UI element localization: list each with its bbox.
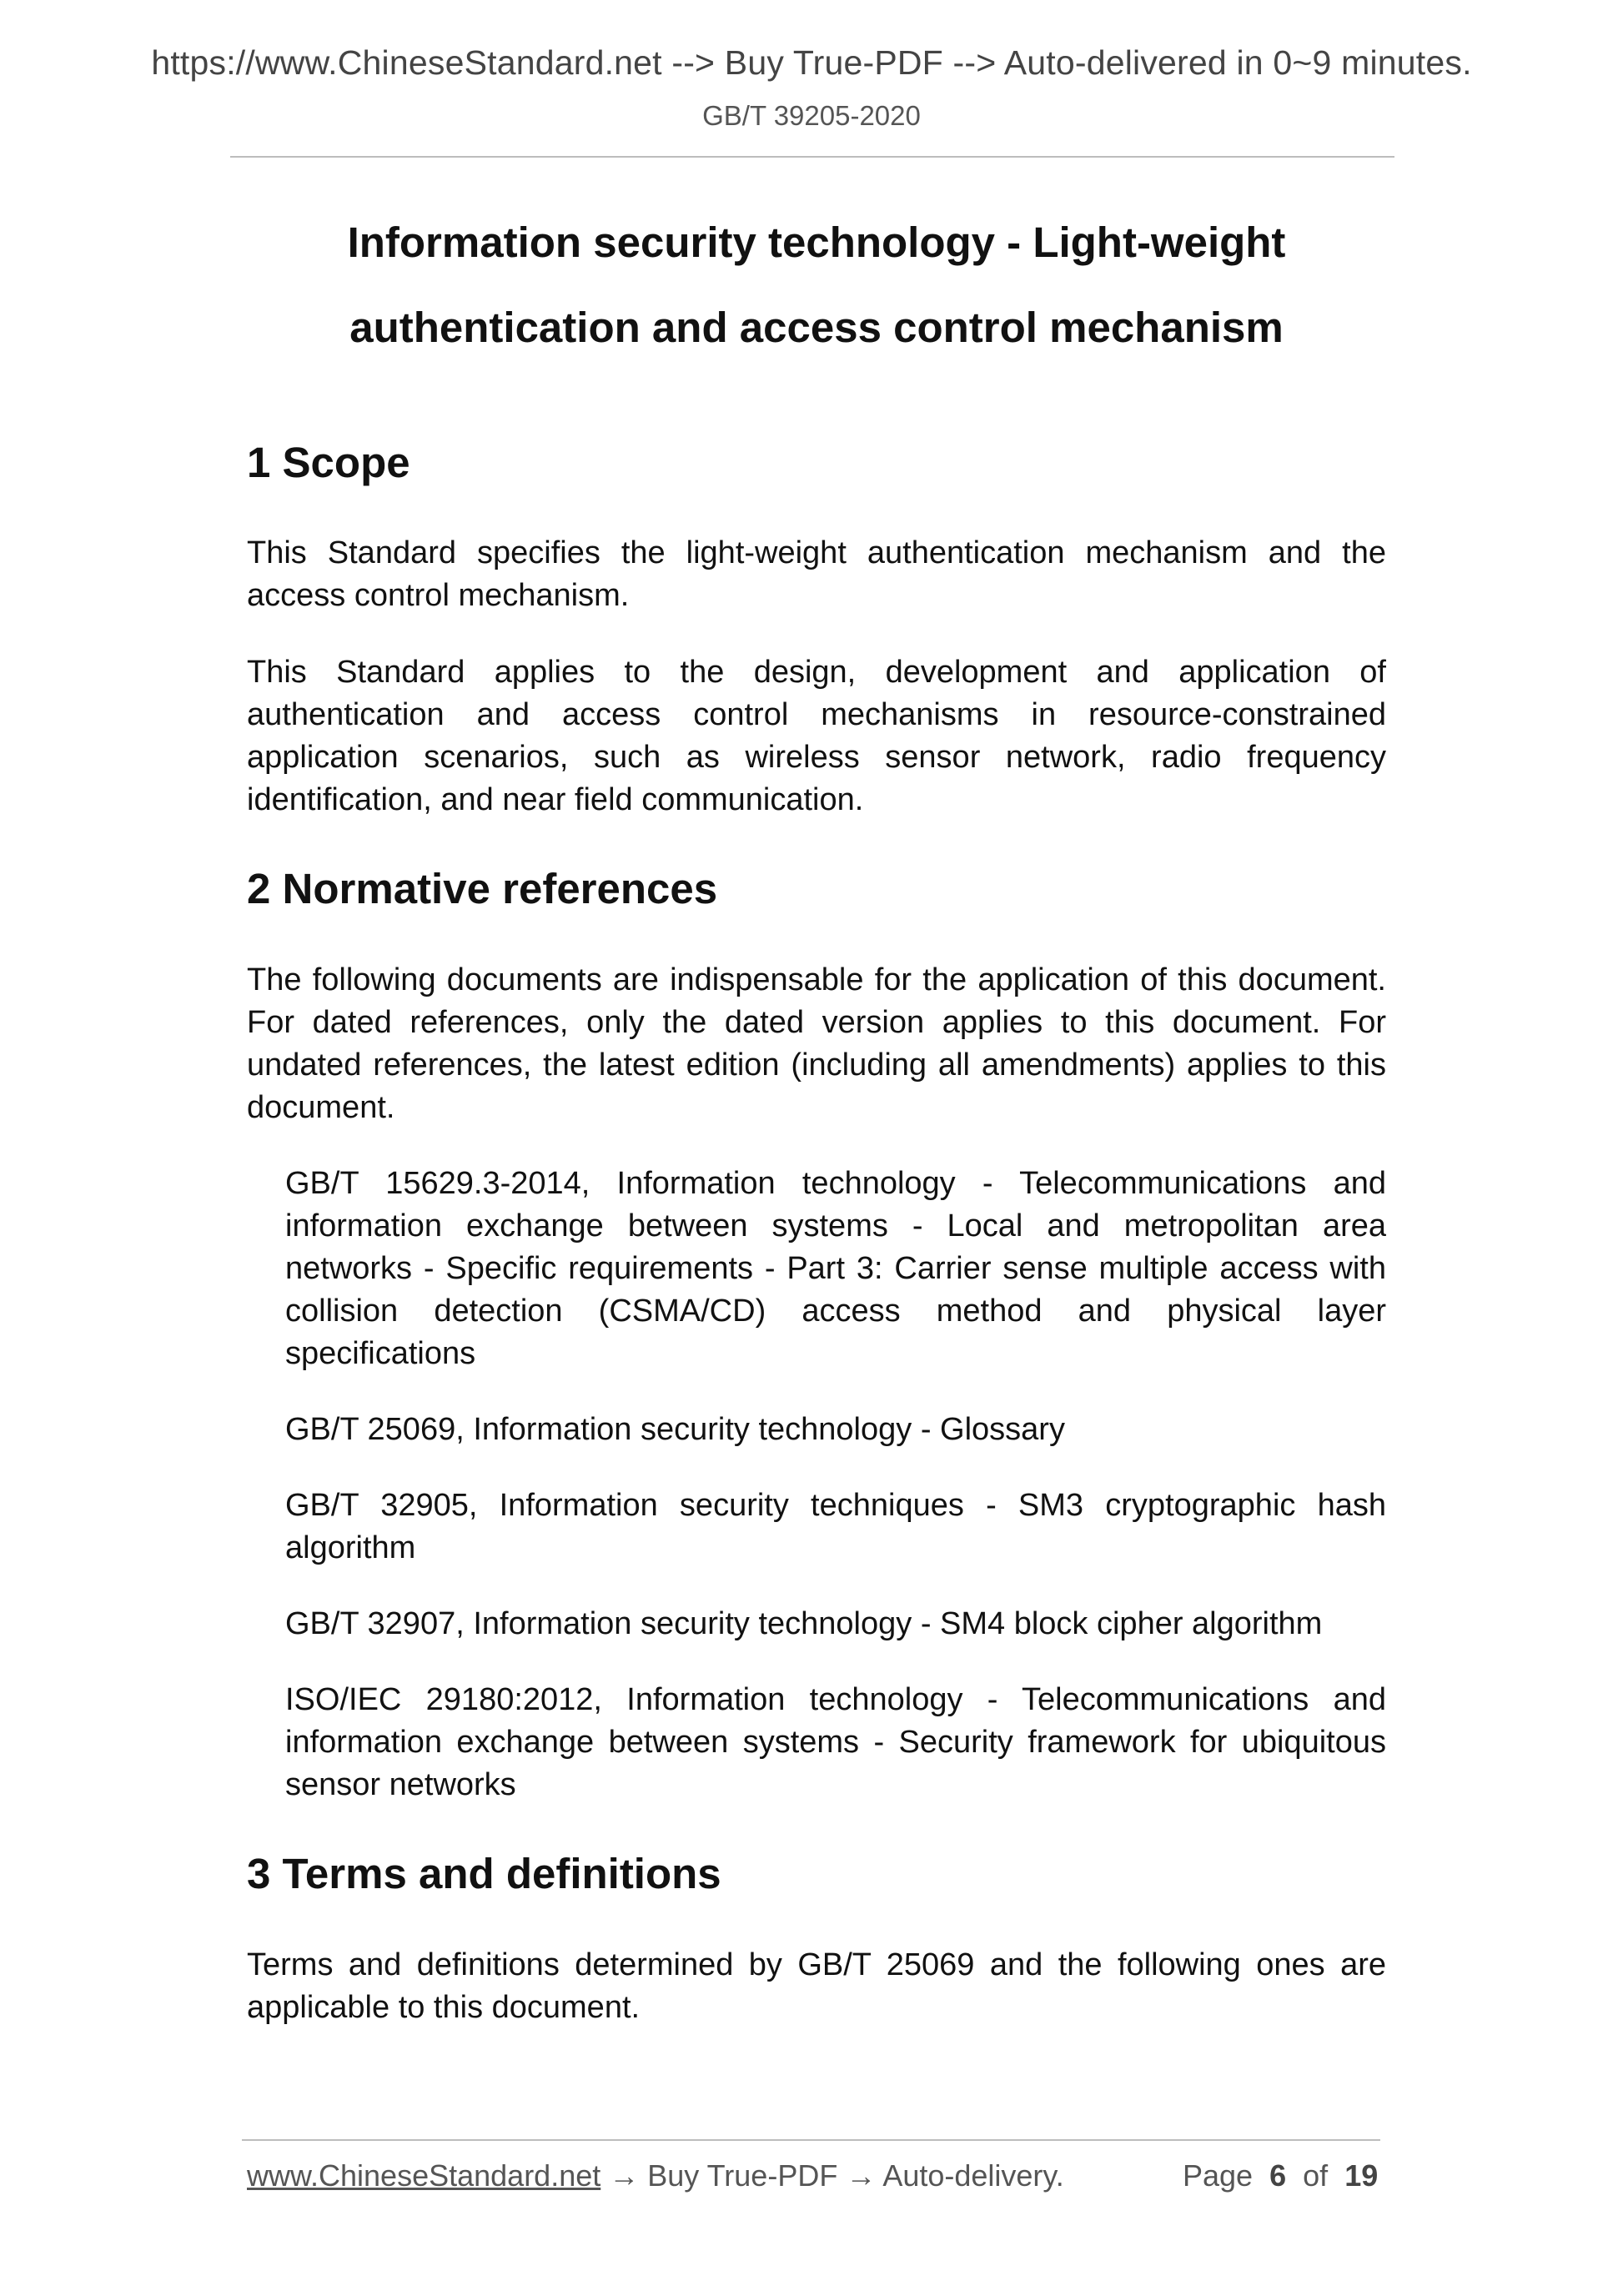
document-title-line-1: Information security technology - Light-weight [347,219,1286,266]
header-banner: https://www.ChineseStandard.net --> Buy True-PDF --> Auto-delivered in 0~9 minutes. [151,43,1472,82]
reference-item: GB/T 25069, Information security technology - Glossary [285,1412,1065,1447]
reference-item: ISO/IEC 29180:2012, Information technology - Telecommunications and information exchange between systems - Security framework for ubiquitous sensor networks [285,1682,1386,1802]
section-heading-scope: 1 Scope [247,439,410,486]
header-divider [230,156,1394,158]
reference-item: GB/T 15629.3-2014, Information technology - Telecommunications and information exchange between systems - Local and metropolitan area networks - Specific requirements - Part 3: Carrier sense multiple access with collision detection (CSMA/CD) access method and physical layer specifications [285,1166,1386,1371]
page-content [247,200,1386,2029]
page-label: Page [1183,2158,1254,2193]
page-total: 19 [1344,2158,1379,2193]
section-heading-normative-references: 2 Normative references [247,865,718,912]
normative-intro-paragraph: The following documents are indispensable for the application of this document. For dated references, only the dated version applies to this document. For undated references, the latest edition (including all amendments) applies to this document. [247,962,1386,1125]
footer-site-link[interactable]: www.ChineseStandard.net [247,2158,601,2193]
page-number [1183,2158,1378,2193]
page-current: 6 [1269,2158,1287,2193]
scope-paragraph-1: This Standard specifies the light-weight authentication mechanism and the access control mechanism. [247,535,1386,613]
terms-paragraph-1: Terms and definitions determined by GB/T 25069 and the following ones are applicable to this document. [247,1947,1386,2025]
document-title-line-2: authentication and access control mechanism [349,304,1284,351]
header-doc-code: GB/T 39205-2020 [702,100,921,131]
scope-paragraph-2: This Standard applies to the design, development and application of authentication and access control mechanisms in resource-constrained application scenarios, such as wireless sensor network, radio frequency identification, and near field communication. [247,655,1386,817]
section-heading-terms-and-definitions: 3 Terms and definitions [247,1850,721,1897]
reference-item: GB/T 32905, Information security techniques - SM3 cryptographic hash algorithm [285,1488,1386,1565]
page-of-label: of [1303,2158,1329,2193]
footer-promo-text: → Buy True-PDF → Auto-delivery. [600,2158,1064,2193]
document-title [247,200,1386,370]
footer-divider [242,2139,1380,2141]
reference-item: GB/T 32907, Information security technology - SM4 block cipher algorithm [285,1606,1323,1641]
footer-promo [247,2158,1064,2193]
